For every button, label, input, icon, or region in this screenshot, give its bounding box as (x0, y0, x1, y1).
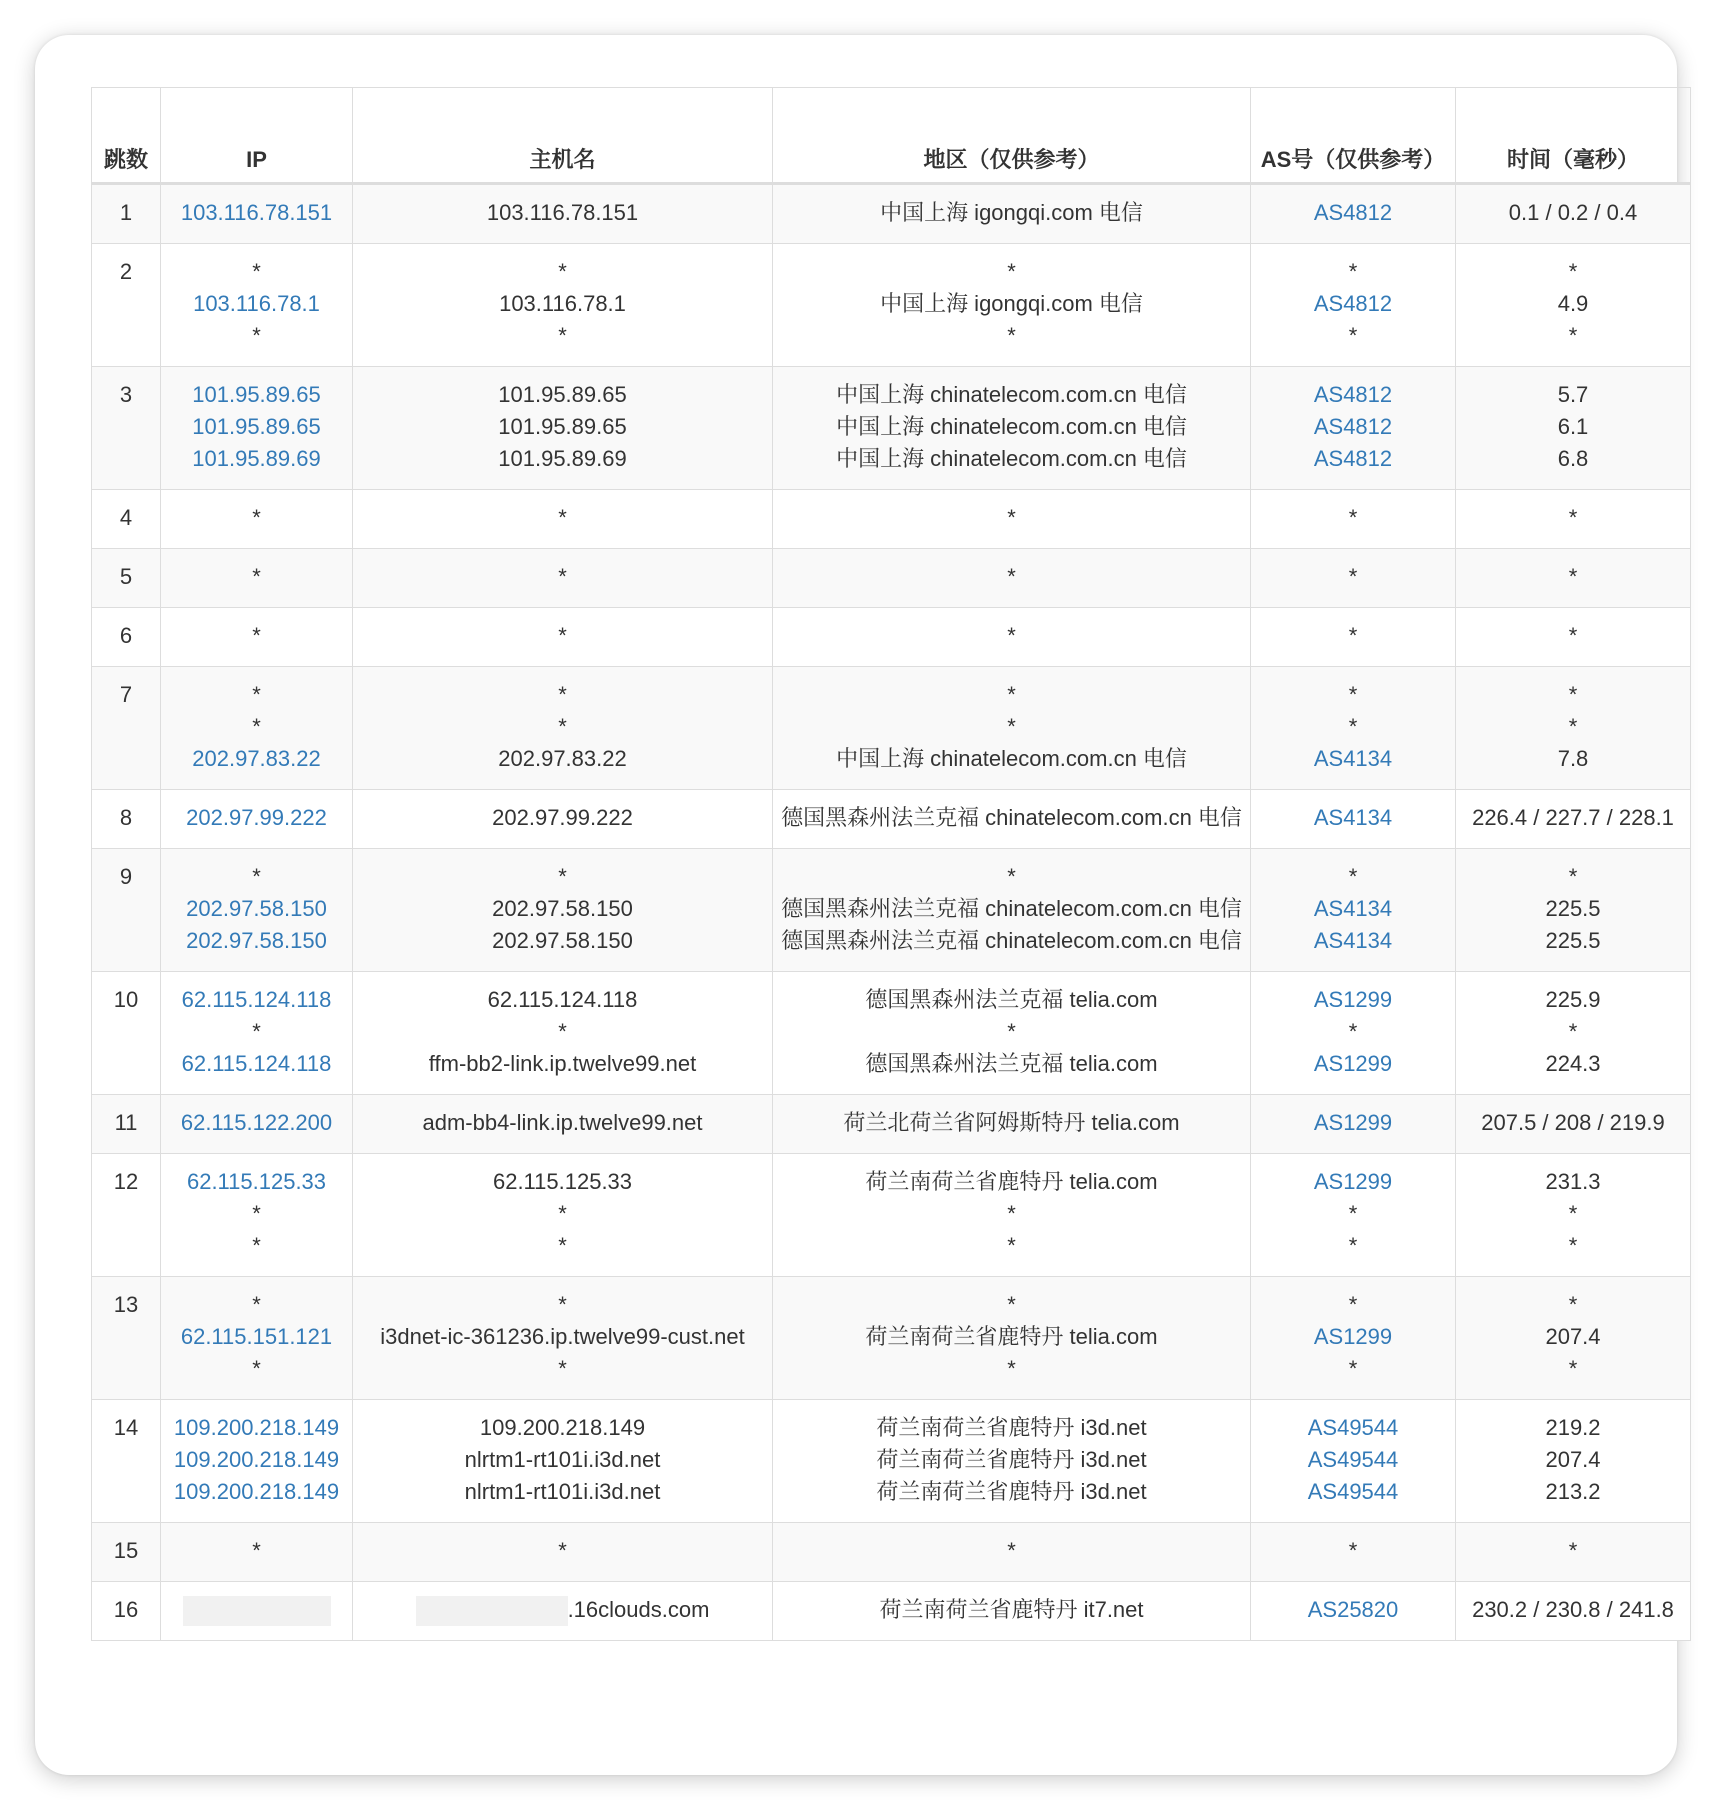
region-line: * (1007, 1233, 1016, 1258)
region-line: 荷兰南荷兰省鹿特丹 i3d.net (876, 1415, 1147, 1440)
time-cell (1456, 790, 1691, 849)
time-line: 213.2 (1545, 1479, 1601, 1504)
region-line: 荷兰北荷兰省阿姆斯特丹 telia.com (843, 1110, 1180, 1135)
host-line: * (558, 1356, 567, 1381)
table-row (92, 972, 1691, 1095)
hostname-cell (353, 244, 773, 367)
table-row (92, 367, 1691, 490)
ip-cell (161, 367, 353, 490)
hostname-line (359, 1594, 766, 1626)
hostname-cell (353, 549, 773, 608)
region-line: 德国黑森州法兰克福 telia.com (865, 987, 1158, 1012)
time-cell (1456, 490, 1691, 549)
redacted-hostname (416, 1596, 568, 1626)
table-row (92, 667, 1691, 790)
asn-line: * (1348, 1233, 1358, 1258)
asn-link[interactable]: AS49544 (1307, 1447, 1399, 1472)
host-line: 103.116.78.1 (499, 291, 626, 316)
region-line: * (1007, 864, 1016, 889)
table-row (92, 849, 1691, 972)
asn-cell (1251, 184, 1456, 244)
asn-link[interactable]: AS1299 (1313, 1324, 1393, 1349)
region-line: * (1007, 505, 1016, 530)
time-line: 219.2 (1545, 1415, 1601, 1440)
time-cell (1456, 667, 1691, 790)
region-line: * (1007, 1538, 1016, 1563)
hostname-cell (353, 1523, 773, 1582)
hostname-cell (353, 1582, 773, 1641)
ip-line: * (252, 714, 261, 739)
ip-line: * (252, 564, 261, 589)
asn-link[interactable]: AS4812 (1313, 291, 1393, 316)
asn-link[interactable]: AS4134 (1313, 805, 1393, 830)
region-cell (773, 972, 1251, 1095)
ip-link[interactable]: 101.95.89.69 (192, 446, 321, 471)
time-cell (1456, 608, 1691, 667)
hop-cell: 14 (92, 1400, 161, 1523)
asn-link[interactable]: AS25820 (1307, 1597, 1399, 1622)
time-cell (1456, 1095, 1691, 1154)
ip-line (167, 1594, 346, 1626)
time-line: * (1568, 1019, 1578, 1044)
asn-cell (1251, 1095, 1456, 1154)
host-line: * (558, 714, 567, 739)
table-row (92, 1277, 1691, 1400)
time-line: 231.3 (1545, 1169, 1601, 1194)
host-line: 101.95.89.69 (498, 446, 627, 471)
time-line: 7.8 (1557, 746, 1589, 771)
hop-cell: 12 (92, 1154, 161, 1277)
asn-line: * (1348, 864, 1358, 889)
header-region: 地区（仅供参考） (773, 88, 1251, 184)
time-line: 4.9 (1557, 291, 1589, 316)
host-line: 109.200.218.149 (479, 1415, 646, 1440)
ip-cell (161, 1400, 353, 1523)
ip-cell (161, 1154, 353, 1277)
region-cell (773, 1277, 1251, 1400)
region-line: * (1007, 1201, 1016, 1226)
ip-cell (161, 490, 353, 549)
region-cell (773, 367, 1251, 490)
hostname-cell (353, 608, 773, 667)
time-line: 226.4 / 227.7 / 228.1 (1472, 805, 1674, 830)
region-line: 中国上海 chinatelecom.com.cn 电信 (836, 414, 1187, 439)
host-line: adm-bb4-link.ip.twelve99.net (422, 1110, 703, 1135)
asn-cell (1251, 549, 1456, 608)
time-line: 207.5 / 208 / 219.9 (1481, 1110, 1665, 1135)
hop-cell: 16 (92, 1582, 161, 1641)
ip-link[interactable]: 62.115.125.33 (186, 1169, 327, 1194)
ip-cell (161, 549, 353, 608)
hostname-cell (353, 667, 773, 790)
table-body (92, 184, 1691, 1641)
region-line: * (1007, 1292, 1016, 1317)
ip-link[interactable]: 109.200.218.149 (173, 1479, 340, 1504)
asn-line: * (1348, 1019, 1358, 1044)
header-row (92, 88, 1691, 184)
time-cell (1456, 1400, 1691, 1523)
header-asn: AS号（仅供参考） (1251, 88, 1456, 184)
time-line: 207.4 (1545, 1324, 1601, 1349)
asn-line: * (1348, 623, 1358, 648)
ip-line: * (252, 1201, 261, 1226)
host-line: * (558, 323, 567, 348)
host-line: i3dnet-ic-361236.ip.twelve99-cust.net (380, 1324, 745, 1349)
region-line: 荷兰南荷兰省鹿特丹 i3d.net (876, 1447, 1147, 1472)
table-row (92, 790, 1691, 849)
time-line: 5.7 (1557, 382, 1589, 407)
asn-cell (1251, 1582, 1456, 1641)
ip-link[interactable]: 109.200.218.149 (173, 1447, 340, 1472)
host-line: 202.97.83.22 (498, 746, 627, 771)
time-line: * (1568, 1292, 1578, 1317)
header-ip: IP (161, 88, 353, 184)
region-cell (773, 549, 1251, 608)
table-row (92, 1582, 1691, 1641)
asn-cell (1251, 608, 1456, 667)
ip-link[interactable]: 62.115.122.200 (180, 1110, 333, 1135)
asn-line: * (1348, 1356, 1358, 1381)
time-cell (1456, 1154, 1691, 1277)
asn-link[interactable]: AS4812 (1313, 382, 1393, 407)
ip-cell (161, 849, 353, 972)
asn-cell (1251, 367, 1456, 490)
ip-line: * (252, 864, 261, 889)
region-line: 德国黑森州法兰克福 chinatelecom.com.cn 电信 (781, 805, 1242, 830)
hostname-cell (353, 1154, 773, 1277)
hostname-cell (353, 1400, 773, 1523)
table-row (92, 1095, 1691, 1154)
asn-link[interactable]: AS4812 (1313, 200, 1393, 225)
ip-cell (161, 972, 353, 1095)
hop-cell: 4 (92, 490, 161, 549)
host-line: ffm-bb2-link.ip.twelve99.net (428, 1051, 697, 1076)
hop-cell: 10 (92, 972, 161, 1095)
host-line: 202.97.99.222 (492, 805, 633, 830)
table-row (92, 1400, 1691, 1523)
time-line: 6.1 (1557, 414, 1589, 439)
asn-line: * (1348, 323, 1358, 348)
time-line: 225.5 (1545, 896, 1601, 921)
ip-line: * (252, 682, 261, 707)
ip-link[interactable]: 62.115.124.118 (181, 1051, 332, 1076)
region-line: 中国上海 chinatelecom.com.cn 电信 (836, 382, 1187, 407)
host-line: 101.95.89.65 (498, 414, 627, 439)
host-line: * (558, 564, 567, 589)
ip-link[interactable]: 103.116.78.1 (193, 291, 320, 316)
traceroute-card (35, 35, 1677, 1775)
time-line: * (1568, 323, 1578, 348)
host-line: * (558, 1019, 567, 1044)
asn-cell (1251, 1523, 1456, 1582)
asn-line: * (1348, 1292, 1358, 1317)
region-line: 中国上海 igongqi.com 电信 (880, 200, 1143, 225)
ip-line: * (252, 1292, 261, 1317)
time-cell (1456, 184, 1691, 244)
host-line: * (558, 623, 567, 648)
ip-cell (161, 790, 353, 849)
time-line: * (1568, 1538, 1578, 1563)
asn-link[interactable]: AS1299 (1313, 987, 1393, 1012)
host-line: * (558, 505, 567, 530)
ip-line: * (252, 1233, 261, 1258)
host-line: * (558, 1201, 567, 1226)
region-cell (773, 1582, 1251, 1641)
ip-link[interactable]: 62.115.151.121 (180, 1324, 333, 1349)
hop-cell: 5 (92, 549, 161, 608)
ip-line: * (252, 1538, 261, 1563)
ip-link[interactable]: 202.97.58.150 (186, 896, 327, 921)
host-line: nlrtm1-rt101i.i3d.net (464, 1479, 661, 1504)
ip-cell (161, 244, 353, 367)
asn-cell (1251, 667, 1456, 790)
time-line: * (1568, 1201, 1578, 1226)
time-cell (1456, 849, 1691, 972)
header-hostname: 主机名 (353, 88, 773, 184)
region-line: 荷兰南荷兰省鹿特丹 i3d.net (876, 1479, 1147, 1504)
ip-cell (161, 1095, 353, 1154)
region-line: * (1007, 714, 1016, 739)
table-row (92, 244, 1691, 367)
ip-line: * (252, 623, 261, 648)
hop-cell: 9 (92, 849, 161, 972)
time-line: * (1568, 259, 1578, 284)
ip-cell (161, 667, 353, 790)
ip-cell (161, 184, 353, 244)
region-cell (773, 1523, 1251, 1582)
hop-cell: 6 (92, 608, 161, 667)
region-cell (773, 667, 1251, 790)
time-line: * (1568, 623, 1578, 648)
hostname-cell (353, 490, 773, 549)
table-row (92, 1523, 1691, 1582)
host-line: 62.115.124.118 (487, 987, 638, 1012)
hostname-cell (353, 1095, 773, 1154)
region-line: 中国上海 chinatelecom.com.cn 电信 (836, 446, 1187, 471)
region-line: 荷兰南荷兰省鹿特丹 telia.com (865, 1169, 1158, 1194)
ip-line: * (252, 505, 261, 530)
hop-cell: 1 (92, 184, 161, 244)
region-cell (773, 608, 1251, 667)
asn-link[interactable]: AS4812 (1313, 414, 1393, 439)
asn-cell (1251, 1400, 1456, 1523)
time-line: 207.4 (1545, 1447, 1601, 1472)
time-line: * (1568, 564, 1578, 589)
ip-line: * (252, 1356, 261, 1381)
time-cell (1456, 1523, 1691, 1582)
asn-link[interactable]: AS1299 (1313, 1110, 1393, 1135)
time-cell (1456, 549, 1691, 608)
asn-line: * (1348, 714, 1358, 739)
asn-link[interactable]: AS49544 (1307, 1479, 1399, 1504)
host-line: nlrtm1-rt101i.i3d.net (464, 1447, 661, 1472)
region-line: * (1007, 1019, 1016, 1044)
host-line: * (558, 682, 567, 707)
region-cell (773, 184, 1251, 244)
time-line: * (1568, 864, 1578, 889)
region-line: 中国上海 igongqi.com 电信 (880, 291, 1143, 316)
host-line: * (558, 259, 567, 284)
asn-link[interactable]: AS1299 (1313, 1169, 1393, 1194)
table-row (92, 1154, 1691, 1277)
ip-link[interactable]: 103.116.78.151 (180, 200, 333, 225)
asn-link[interactable]: AS4812 (1313, 446, 1393, 471)
asn-line: * (1348, 564, 1358, 589)
asn-link[interactable]: AS4134 (1313, 928, 1393, 953)
region-cell (773, 849, 1251, 972)
hostname-cell (353, 790, 773, 849)
host-line: * (558, 864, 567, 889)
asn-link[interactable]: AS4134 (1313, 746, 1393, 771)
table-row (92, 184, 1691, 244)
redacted-ip (183, 1596, 331, 1626)
time-cell (1456, 1582, 1691, 1641)
region-line: * (1007, 259, 1016, 284)
time-line: 224.3 (1545, 1051, 1601, 1076)
time-line: 230.2 / 230.8 / 241.8 (1472, 1597, 1674, 1622)
ip-cell (161, 1582, 353, 1641)
host-line: 103.116.78.151 (486, 200, 639, 225)
region-line: * (1007, 564, 1016, 589)
time-line: 225.5 (1545, 928, 1601, 953)
asn-line: * (1348, 1201, 1358, 1226)
region-cell (773, 490, 1251, 549)
hop-cell: 11 (92, 1095, 161, 1154)
region-line: 德国黑森州法兰克福 chinatelecom.com.cn 电信 (781, 928, 1242, 953)
time-line: 225.9 (1545, 987, 1601, 1012)
region-line: 荷兰南荷兰省鹿特丹 it7.net (879, 1597, 1144, 1622)
ip-line: * (252, 323, 261, 348)
hop-cell: 2 (92, 244, 161, 367)
region-line: 荷兰南荷兰省鹿特丹 telia.com (865, 1324, 1158, 1349)
region-line: * (1007, 682, 1016, 707)
time-line: 0.1 / 0.2 / 0.4 (1508, 200, 1638, 225)
hop-cell: 13 (92, 1277, 161, 1400)
ip-link[interactable]: 62.115.124.118 (181, 987, 332, 1012)
hop-cell: 8 (92, 790, 161, 849)
hostname-cell (353, 184, 773, 244)
asn-line: * (1348, 1538, 1358, 1563)
ip-link[interactable]: 202.97.83.22 (192, 746, 321, 771)
time-line: * (1568, 1233, 1578, 1258)
ip-line: * (252, 1019, 261, 1044)
asn-link[interactable]: AS4134 (1313, 896, 1393, 921)
table-row (92, 549, 1691, 608)
time-line: 6.8 (1557, 446, 1589, 471)
host-line: 202.97.58.150 (492, 896, 633, 921)
time-line: * (1568, 682, 1578, 707)
host-line: 202.97.58.150 (492, 928, 633, 953)
asn-link[interactable]: AS1299 (1313, 1051, 1393, 1076)
ip-cell (161, 608, 353, 667)
time-line: * (1568, 714, 1578, 739)
host-line: * (558, 1538, 567, 1563)
ip-cell (161, 1277, 353, 1400)
region-cell (773, 1400, 1251, 1523)
hostname-cell (353, 972, 773, 1095)
table-row (92, 490, 1691, 549)
ip-link[interactable]: 202.97.58.150 (186, 928, 327, 953)
time-cell (1456, 244, 1691, 367)
region-line: 德国黑森州法兰克福 telia.com (865, 1051, 1158, 1076)
region-line: 德国黑森州法兰克福 chinatelecom.com.cn 电信 (781, 896, 1242, 921)
region-line: 中国上海 chinatelecom.com.cn 电信 (836, 746, 1187, 771)
asn-cell (1251, 790, 1456, 849)
asn-line: * (1348, 259, 1358, 284)
traceroute-table (91, 87, 1691, 1641)
time-line: * (1568, 1356, 1578, 1381)
host-line: * (558, 1233, 567, 1258)
hop-cell: 15 (92, 1523, 161, 1582)
region-cell (773, 1095, 1251, 1154)
asn-cell (1251, 1277, 1456, 1400)
header-time: 时间（毫秒） (1456, 88, 1691, 184)
ip-cell (161, 1523, 353, 1582)
region-line: * (1007, 623, 1016, 648)
asn-cell (1251, 849, 1456, 972)
ip-link[interactable]: 109.200.218.149 (173, 1415, 340, 1440)
ip-link[interactable]: 202.97.99.222 (186, 805, 327, 830)
asn-cell (1251, 1154, 1456, 1277)
ip-link[interactable]: 101.95.89.65 (192, 382, 321, 407)
asn-cell (1251, 972, 1456, 1095)
time-cell (1456, 972, 1691, 1095)
hostname-suffix: .16clouds.com (567, 1597, 710, 1622)
asn-cell (1251, 490, 1456, 549)
table-header (92, 88, 1691, 184)
hostname-cell (353, 849, 773, 972)
region-cell (773, 1154, 1251, 1277)
hop-cell: 3 (92, 367, 161, 490)
time-cell (1456, 1277, 1691, 1400)
time-cell (1456, 367, 1691, 490)
asn-line: * (1348, 505, 1358, 530)
asn-line: * (1348, 682, 1358, 707)
header-hop: 跳数 (92, 88, 161, 184)
asn-link[interactable]: AS49544 (1307, 1415, 1399, 1440)
asn-cell (1251, 244, 1456, 367)
table-row (92, 608, 1691, 667)
region-cell (773, 244, 1251, 367)
hostname-cell (353, 367, 773, 490)
time-line: * (1568, 505, 1578, 530)
ip-line: * (252, 259, 261, 284)
region-line: * (1007, 1356, 1016, 1381)
ip-link[interactable]: 101.95.89.65 (192, 414, 321, 439)
hostname-cell (353, 1277, 773, 1400)
host-line: 101.95.89.65 (498, 382, 627, 407)
host-line: * (558, 1292, 567, 1317)
hop-cell: 7 (92, 667, 161, 790)
host-line: 62.115.125.33 (492, 1169, 633, 1194)
region-line: * (1007, 323, 1016, 348)
region-cell (773, 790, 1251, 849)
